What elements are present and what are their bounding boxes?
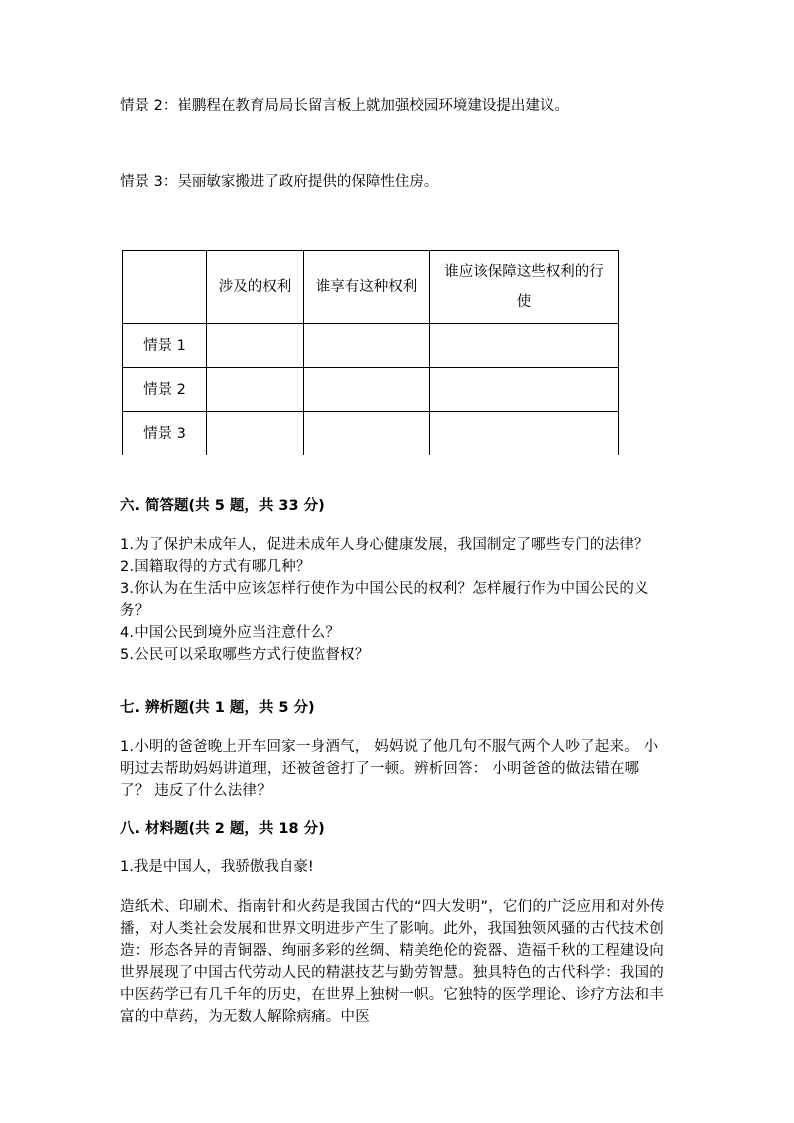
scenario-2-text: 情景 2：崔鹏程在教育局局长留言板上就加强校园环境建设提出建议。: [120, 98, 569, 114]
table-row: [123, 324, 619, 368]
question-item: 4.中国公民到境外应当注意什么？: [120, 625, 341, 641]
table-cell: [304, 412, 430, 456]
section-8-question-title: 1.我是中国人，我骄傲我自豪!: [120, 859, 314, 875]
table-cell: [207, 412, 304, 456]
question-item: 5.公民可以采取哪些方式行使监督权？: [120, 647, 370, 663]
section-6-heading: 六. 简答题(共 5 题，共 33 分): [120, 498, 325, 514]
question-item: 3.你认为在生活中应该怎样行使作为中国公民的权利？怎样履行作为中国公民的义务？: [120, 581, 649, 619]
table-cell: [304, 324, 430, 368]
table-cell: [304, 368, 430, 412]
question-item: 1.为了保护未成年人，促进未成年人身心健康发展，我国制定了哪些专门的法律？: [120, 537, 649, 553]
table-cell: [430, 324, 619, 368]
table-row: [123, 368, 619, 412]
table-row-label: 情景 3: [123, 412, 207, 456]
section-6-questions: [120, 534, 665, 666]
table-cell: [207, 324, 304, 368]
table-cell: [430, 412, 619, 456]
question-item: 2.国籍取得的方式有哪几种？: [120, 559, 311, 575]
table-row-label: 情景 2: [123, 368, 207, 412]
table-cell: [430, 368, 619, 412]
rights-table: [122, 250, 619, 455]
section-7-heading: 七. 辨析题(共 1 题，共 5 分): [120, 700, 315, 716]
table-header-cell: [123, 251, 207, 324]
section-7-question: 1.小明的爸爸晚上开车回家一身酒气， 妈妈说了他几句不服气两个人吵了起来。 小明过去帮助妈妈讲道理，还被爸爸打了一顿。辨析回答： 小明爸爸的做法错在哪了？ 违反了什么法律？: [120, 739, 659, 799]
section-8-heading: 八. 材料题(共 2 题，共 18 分): [120, 821, 325, 837]
table-header-cell: 涉及的权利: [207, 251, 304, 324]
table-row: [123, 412, 619, 456]
table-header-cell: 谁应该保障这些权利的行使: [430, 251, 619, 324]
table-header-row: [123, 251, 619, 324]
scenario-3-text: 情景 3：吴丽敏家搬进了政府提供的保障性住房。: [120, 174, 439, 190]
table-header-cell: 谁享有这种权利: [304, 251, 430, 324]
section-8-material: 造纸术、印刷术、指南针和火药是我国古代的“四大发明”，它们的广泛应用和对外传播，对人类社会发展和世界文明进步产生了影响。此外，我国独领风骚的古代技术创造：形态各异的青铜器、绚丽多彩的丝绸、精美绝伦的瓷器、造福千秋的工程建设向世界展现了中国古代劳动人民的精湛技艺与勤劳智慧。独具特色的古代科学：我国的中医药学已有几千年的历史，在世界上独树一帜。它独特的医学理论、诊疗方法和丰富的中草药，为无数人解除病痛。中医: [120, 899, 665, 1025]
table-row-label: 情景 1: [123, 324, 207, 368]
table-cell: [207, 368, 304, 412]
